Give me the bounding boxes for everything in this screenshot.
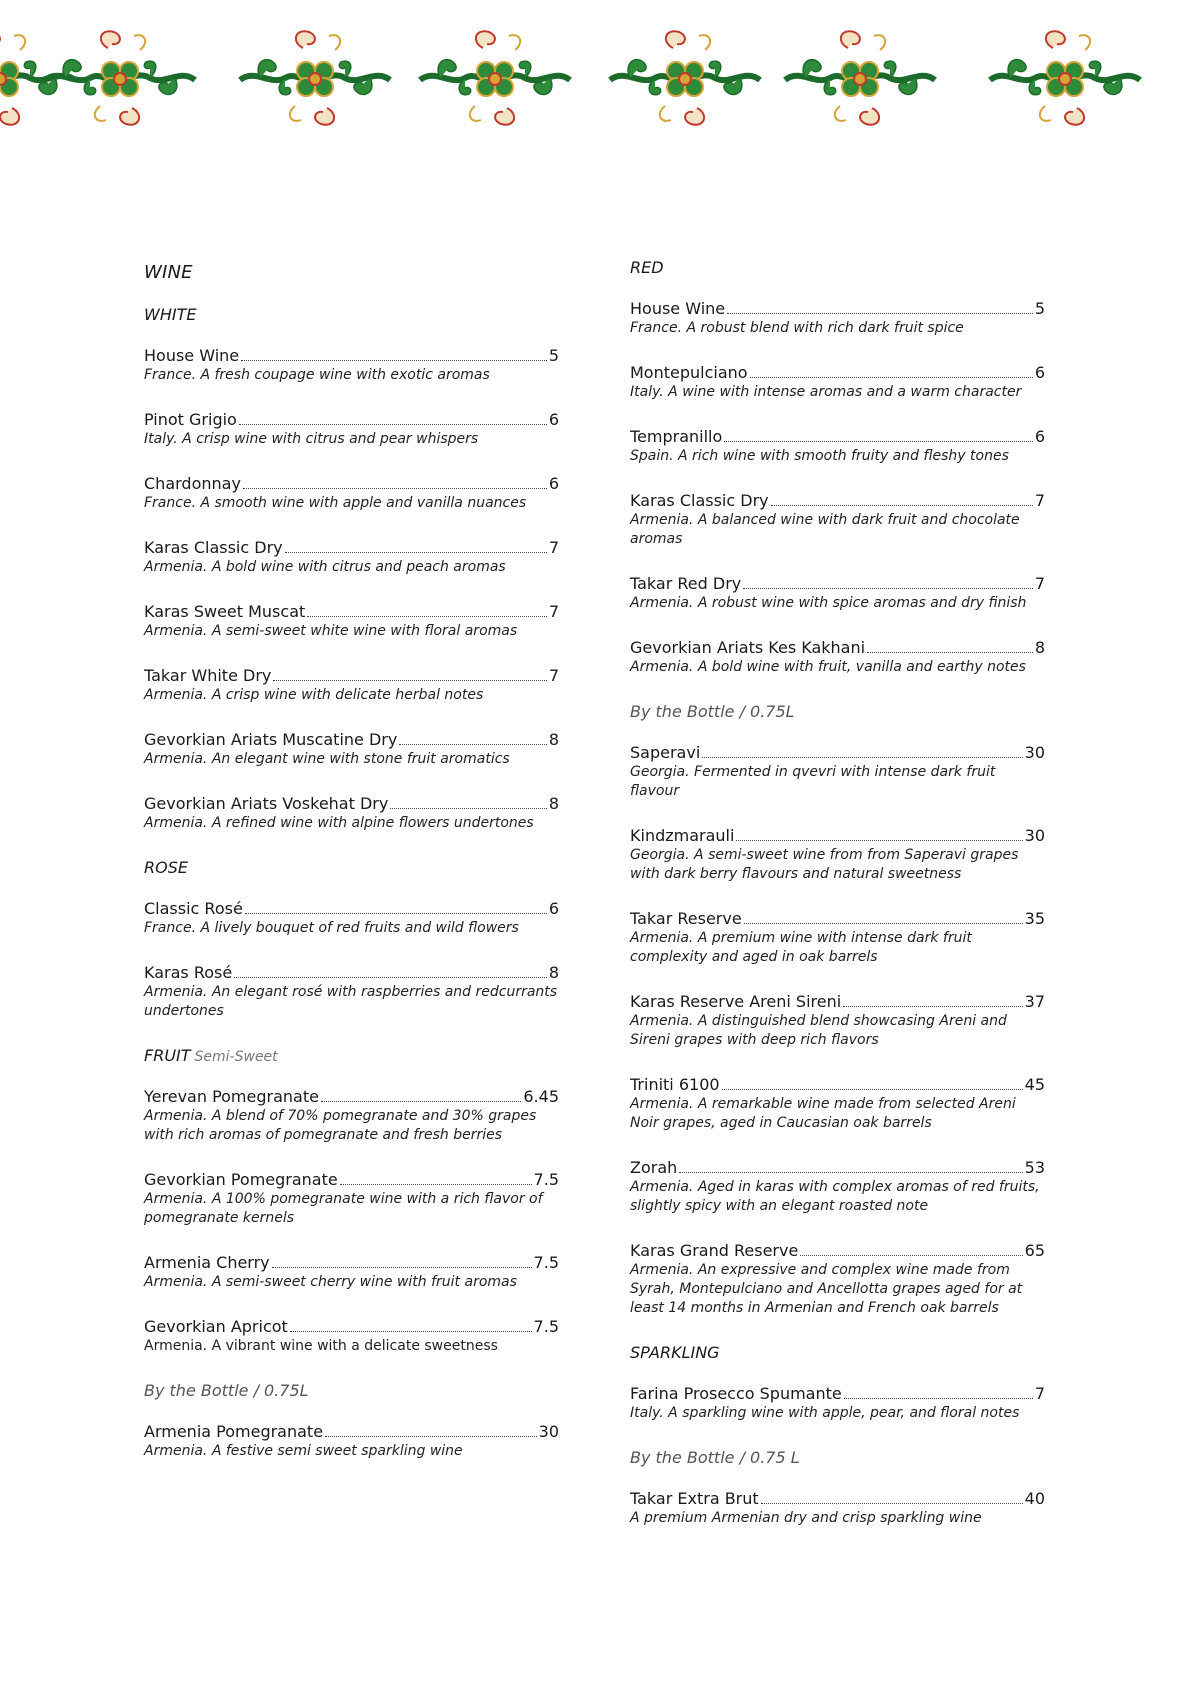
wine-price: 35 [1024, 909, 1045, 928]
wine-description: Armenia. A refined wine with alpine flowers undertones [144, 815, 534, 831]
wine-price: 8 [1034, 638, 1045, 657]
dot-leader [800, 1255, 1022, 1256]
wine-description: Spain. A rich wine with smooth fruity and fleshy tones [630, 448, 1009, 464]
wine-description: Armenia. A festive semi sweet sparkling wine [144, 1443, 463, 1459]
wine-name: Classic Rosé [144, 899, 243, 918]
wine-description: Italy. A wine with intense aromas and a warm character [630, 384, 1022, 400]
section-heading-sparkling: SPARKLING [630, 1343, 720, 1362]
wine-description: A premium Armenian dry and crisp sparkling wine [630, 1510, 982, 1526]
wine-name: Karas Sweet Muscat [144, 602, 306, 621]
wine-name: House Wine [144, 346, 240, 365]
menu-item-line [630, 638, 1045, 658]
ornamental-border [0, 28, 1190, 128]
menu-item-line [630, 491, 1045, 511]
menu-item [144, 1422, 559, 1461]
dot-leader [272, 1267, 532, 1268]
wine-price: 45 [1024, 1075, 1045, 1094]
wine-name: Kindzmarauli [630, 826, 735, 845]
section-heading-red: RED [630, 258, 664, 277]
wine-name: Karas Reserve Areni Sireni [630, 992, 842, 1011]
rose-wine-list [144, 899, 559, 1021]
white-wine-list [144, 346, 559, 833]
dot-leader [724, 441, 1033, 442]
menu-item [144, 602, 559, 641]
dot-leader [243, 488, 547, 489]
wine-name: Takar Extra Brut [630, 1489, 759, 1508]
wine-description: Armenia. A blend of 70% pomegranate and 30% grapes with rich aromas of pomegranate and fresh berries [144, 1108, 537, 1143]
menu-item-line [630, 826, 1045, 846]
dot-leader [325, 1436, 537, 1437]
menu-item-line [630, 743, 1045, 763]
menu-item [630, 743, 1045, 801]
fruit-wine-list [144, 1087, 559, 1356]
wine-description: Armenia. A semi-sweet cherry wine with fruit aromas [144, 1274, 517, 1290]
menu-item-line [144, 410, 559, 430]
menu-item [144, 410, 559, 449]
dot-leader [290, 1331, 532, 1332]
right-column [630, 258, 1045, 1553]
wine-price: 30 [1024, 743, 1045, 762]
wine-price: 7.5 [533, 1253, 559, 1272]
wine-price: 53 [1024, 1158, 1045, 1177]
wine-description: France. A robust blend with rich dark fruit spice [630, 320, 964, 336]
menu-item [630, 299, 1045, 338]
wine-name: Karas Rosé [144, 963, 233, 982]
wine-price: 7 [1034, 1384, 1045, 1403]
wine-price: 5 [548, 346, 559, 365]
wine-price: 40 [1024, 1489, 1045, 1508]
menu-item-line [144, 899, 559, 919]
red-bottle-list [630, 743, 1045, 1318]
menu-item [630, 363, 1045, 402]
wine-description: Armenia. Aged in karas with complex aromas of red fruits, slightly spicy with an elegant roasted note [630, 1179, 1040, 1214]
wine-price: 8 [548, 963, 559, 982]
wine-name: Pinot Grigio [144, 410, 237, 429]
menu-item-line [144, 1170, 559, 1190]
dot-leader [273, 680, 546, 681]
dot-leader [771, 505, 1033, 506]
wine-price: 7 [548, 538, 559, 557]
wine-price: 30 [538, 1422, 559, 1441]
menu-item [630, 1384, 1045, 1423]
red-bottle-label: By the Bottle / 0.75L [630, 702, 795, 721]
section-heading-white: WHITE [144, 305, 197, 324]
wine-description: Armenia. A vibrant wine with a delicate sweetness [144, 1338, 498, 1354]
dot-leader [390, 808, 546, 809]
wine-name: Armenia Pomegranate [144, 1422, 324, 1441]
menu-item-line [144, 1422, 559, 1442]
dot-leader [241, 360, 547, 361]
wine-name: Karas Classic Dry [630, 491, 769, 510]
wine-name: Farina Prosecco Spumante [630, 1384, 842, 1403]
wine-name: Montepulciano [630, 363, 748, 382]
wine-name: Gevorkian Apricot [144, 1317, 288, 1336]
menu-item-line [630, 299, 1045, 319]
dot-leader [744, 923, 1023, 924]
wine-description: Italy. A sparkling wine with apple, pear, and floral notes [630, 1405, 1020, 1421]
wine-name: Yerevan Pomegranate [144, 1087, 319, 1106]
menu-item [144, 794, 559, 833]
wine-description: Italy. A crisp wine with citrus and pear whispers [144, 431, 479, 447]
wine-description: Armenia. A remarkable wine made from selected Areni Noir grapes, aged in Caucasian oak barrels [630, 1096, 1016, 1131]
wine-description: Armenia. A bold wine with citrus and peach aromas [144, 559, 506, 575]
wine-name: Gevorkian Ariats Voskehat Dry [144, 794, 389, 813]
menu-item-line [630, 427, 1045, 447]
wine-description: Armenia. An elegant rosé with raspberries and redcurrants undertones [144, 984, 558, 1019]
sparkling-bottle-list [630, 1489, 1045, 1528]
section-heading-fruit [144, 1046, 559, 1065]
wine-name: Gevorkian Ariats Kes Kakhani [630, 638, 866, 657]
dot-leader [285, 552, 547, 553]
wine-price: 8 [548, 730, 559, 749]
wine-description: Armenia. An expressive and complex wine made from Syrah, Montepulciano and Ancellotta grapes aged for at least 14 months in Armenian and French oak barrels [630, 1262, 1023, 1316]
dot-leader [736, 840, 1022, 841]
wine-name: Chardonnay [144, 474, 241, 493]
wine-description: Armenia. A premium wine with intense dark fruit complexity and aged in oak barrels [630, 930, 972, 965]
wine-price: 7 [1034, 491, 1045, 510]
menu-item [630, 826, 1045, 884]
dot-leader [307, 616, 547, 617]
menu-item-line [630, 363, 1045, 383]
wine-price: 7 [548, 666, 559, 685]
dot-leader [321, 1101, 521, 1102]
menu-item [630, 491, 1045, 549]
fruit-heading-label: FRUIT [144, 1046, 191, 1065]
wine-price: 7 [1034, 574, 1045, 593]
wine-price: 6 [1034, 363, 1045, 382]
wine-price: 8 [548, 794, 559, 813]
menu-item [144, 730, 559, 769]
dot-leader [727, 313, 1033, 314]
menu-item-line [630, 574, 1045, 594]
menu-item [630, 1158, 1045, 1216]
menu-item-line [144, 1087, 559, 1107]
menu-item-line [144, 538, 559, 558]
menu-item-line [630, 909, 1045, 929]
wine-price: 6 [548, 410, 559, 429]
menu-item-line [144, 1317, 559, 1337]
wine-price: 5 [1034, 299, 1045, 318]
wine-name: Armenia Cherry [144, 1253, 270, 1272]
wine-price: 65 [1024, 1241, 1045, 1260]
wine-name: House Wine [630, 299, 726, 318]
menu-item-line [144, 794, 559, 814]
menu-item [630, 1241, 1045, 1318]
wine-name: Triniti 6100 [630, 1075, 720, 1094]
wine-name: Karas Classic Dry [144, 538, 283, 557]
wine-price: 6.45 [523, 1087, 559, 1106]
menu-item [144, 1087, 559, 1145]
dot-leader [743, 588, 1033, 589]
dot-leader [679, 1172, 1022, 1173]
sparkling-bottle-label: By the Bottle / 0.75 L [630, 1448, 800, 1467]
sparkling-wine-list [630, 1384, 1045, 1423]
wine-name: Takar Red Dry [630, 574, 742, 593]
dot-leader [702, 757, 1022, 758]
menu-item-line [144, 346, 559, 366]
menu-item-line [630, 1075, 1045, 1095]
dot-leader [399, 744, 546, 745]
menu-item [144, 899, 559, 938]
wine-description: Armenia. A robust wine with spice aromas and dry finish [630, 595, 1027, 611]
wine-description: Armenia. A crisp wine with delicate herbal notes [144, 687, 484, 703]
menu-item-line [630, 1241, 1045, 1261]
wine-description: France. A smooth wine with apple and vanilla nuances [144, 495, 527, 511]
wine-price: 37 [1024, 992, 1045, 1011]
menu-item [630, 574, 1045, 613]
menu-item-line [630, 1384, 1045, 1404]
left-column [144, 262, 559, 1486]
wine-description: France. A fresh coupage wine with exotic aromas [144, 367, 490, 383]
dot-leader [750, 377, 1033, 378]
wine-name: Takar Reserve [630, 909, 742, 928]
menu-item-line [144, 602, 559, 622]
wine-name: Gevorkian Ariats Muscatine Dry [144, 730, 398, 749]
menu-item [144, 538, 559, 577]
menu-item [144, 1317, 559, 1356]
wine-description: Armenia. A 100% pomegranate wine with a rich flavor of pomegranate kernels [144, 1191, 543, 1226]
menu-item-line [630, 992, 1045, 1012]
menu-item [630, 992, 1045, 1050]
wine-name: Saperavi [630, 743, 701, 762]
menu-item-line [144, 963, 559, 983]
menu-item [144, 666, 559, 705]
wine-name: Gevorkian Pomegranate [144, 1170, 338, 1189]
wine-description: France. A lively bouquet of red fruits and wild flowers [144, 920, 519, 936]
menu-title: WINE [144, 262, 193, 283]
wine-description: Georgia. Fermented in qvevri with intense dark fruit flavour [630, 764, 996, 799]
dot-leader [843, 1006, 1022, 1007]
wine-description: Armenia. A bold wine with fruit, vanilla and earthy notes [630, 659, 1026, 675]
dot-leader [239, 424, 547, 425]
menu-item [630, 909, 1045, 967]
wine-price: 6 [548, 474, 559, 493]
wine-description: Armenia. A distinguished blend showcasing Areni and Sireni grapes with deep rich flavors [630, 1013, 1007, 1048]
wine-price: 30 [1024, 826, 1045, 845]
menu-item [144, 1253, 559, 1292]
dot-leader [340, 1184, 532, 1185]
menu-item [144, 963, 559, 1021]
dot-leader [722, 1089, 1023, 1090]
menu-item-line [144, 666, 559, 686]
fruit-subheading: Semi-Sweet [194, 1049, 278, 1065]
wine-price: 7.5 [533, 1317, 559, 1336]
wine-description: Armenia. A semi-sweet white wine with floral aromas [144, 623, 518, 639]
wine-name: Karas Grand Reserve [630, 1241, 799, 1260]
fruit-bottle-list [144, 1422, 559, 1461]
wine-name: Takar White Dry [144, 666, 272, 685]
dot-leader [245, 913, 547, 914]
wine-description: Georgia. A semi-sweet wine from from Saperavi grapes with dark berry flavours and natural sweetness [630, 847, 1019, 882]
menu-item-line [630, 1489, 1045, 1509]
dot-leader [844, 1398, 1033, 1399]
wine-price: 7 [548, 602, 559, 621]
menu-item-line [630, 1158, 1045, 1178]
menu-item [144, 474, 559, 513]
fruit-bottle-label: By the Bottle / 0.75L [144, 1381, 309, 1400]
wine-description: Armenia. An elegant wine with stone fruit aromatics [144, 751, 510, 767]
dot-leader [761, 1503, 1023, 1504]
menu-item-line [144, 474, 559, 494]
menu-item [630, 427, 1045, 466]
wine-name: Tempranillo [630, 427, 723, 446]
wine-description: Armenia. A balanced wine with dark fruit and chocolate aromas [630, 512, 1020, 547]
menu-item [630, 1075, 1045, 1133]
dot-leader [234, 977, 547, 978]
wine-name: Zorah [630, 1158, 678, 1177]
wine-price: 7.5 [533, 1170, 559, 1189]
wine-price: 6 [548, 899, 559, 918]
section-heading-rose: ROSE [144, 858, 188, 877]
wine-price: 6 [1034, 427, 1045, 446]
red-wine-list [630, 299, 1045, 677]
menu-item [630, 1489, 1045, 1528]
menu-item-line [144, 1253, 559, 1273]
dot-leader [867, 652, 1033, 653]
menu-item [144, 346, 559, 385]
menu-item [144, 1170, 559, 1228]
menu-item [630, 638, 1045, 677]
menu-item-line [144, 730, 559, 750]
